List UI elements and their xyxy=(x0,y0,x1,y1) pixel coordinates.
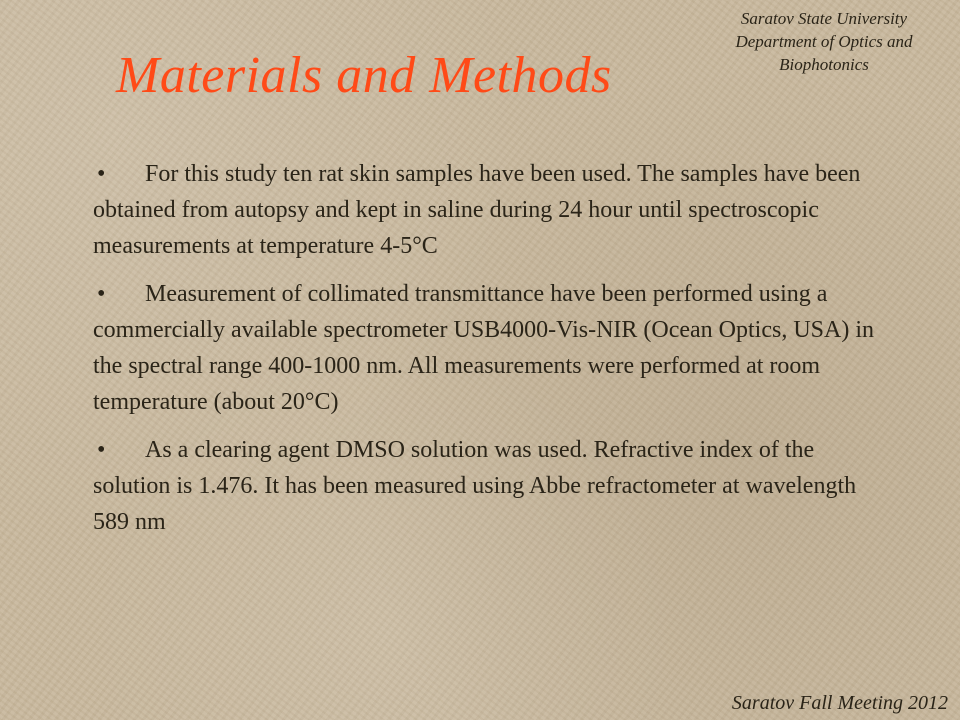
list-item xyxy=(93,156,893,264)
bullet-icon: • xyxy=(97,281,106,307)
list-item xyxy=(93,276,893,420)
bullet-icon: • xyxy=(97,161,106,187)
footer-event-name: Saratov Fall Meeting 2012 xyxy=(731,692,948,714)
institution-header xyxy=(700,7,948,76)
institution-line: Biophotonics xyxy=(779,55,869,74)
bullet-list xyxy=(93,156,893,552)
list-item-text: As a clearing agent DMSO solution was used. Refractive index of the solution is 1.476. It has been measured using Abbe refractometer at wavelength 589 nm xyxy=(93,437,857,535)
bullet-icon: • xyxy=(97,437,106,463)
list-item-text: Measurement of collimated transmittance have been performed using a commercially available spectrometer USB4000-Vis-NIR (Ocean Optics, USA) in the spectral range 400-1000 nm. All measurements were performed at room temperature (about 20°C) xyxy=(93,281,875,415)
institution-line: Department of Optics and xyxy=(735,32,913,51)
list-item xyxy=(93,432,893,540)
list-item-text: For this study ten rat skin samples have been used. The samples have been obtained from autopsy and kept in saline during 24 hour until spectroscopic measurements at temperature 4-5°C xyxy=(93,161,861,259)
institution-line: Saratov State University xyxy=(740,9,908,28)
slide-title: Materials and Methods xyxy=(116,47,612,104)
